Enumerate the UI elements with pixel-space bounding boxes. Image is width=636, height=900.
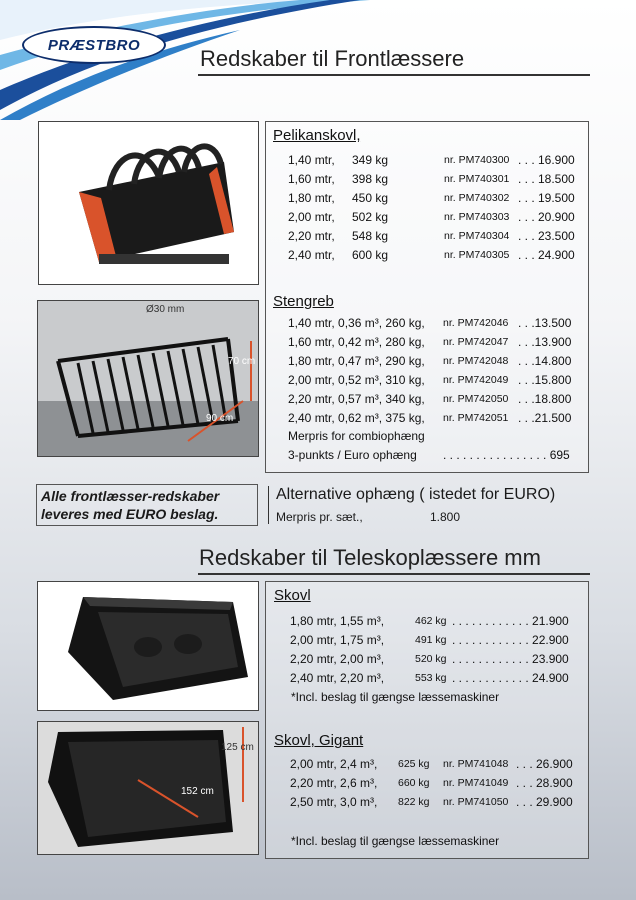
- price-cell: . . .13.900: [518, 335, 572, 349]
- weight-cell: 349 kg: [352, 153, 389, 167]
- price-cell: . . . 28.900: [516, 776, 573, 790]
- price-cell: . . .18.800: [518, 392, 572, 406]
- price-cell: . . . . . . . . . . . . 24.900: [452, 671, 569, 685]
- euro-note-box: [36, 484, 258, 526]
- stengreb-dim-height: 70 cm: [228, 356, 256, 367]
- pelikan-title: Pelikanskovl,: [273, 127, 361, 144]
- item-number-cell: nr. PM741049: [443, 777, 509, 789]
- item-number-cell: nr. PM740301: [444, 173, 510, 185]
- price-cell: . . . 20.900: [518, 210, 575, 224]
- weight-cell: 600 kg: [352, 248, 389, 262]
- price-cell: . . . . . . . . . . . . 23.900: [452, 652, 569, 666]
- price-cell: . . . . . . . . . . . . 21.900: [452, 614, 569, 628]
- section1-title: Redskaber til Frontlæssere: [200, 46, 465, 71]
- merpris-line1: Merpris for combiophæng: [288, 429, 425, 443]
- gigant-title: Skovl, Gigant: [274, 732, 364, 749]
- weight-cell: 660 kg: [398, 777, 430, 789]
- section2-title: Redskaber til Teleskoplæssere mm: [199, 545, 541, 570]
- spec-cell: 2,40 mtr, 2,20 m³,: [290, 671, 385, 685]
- spec-cell: 2,50 mtr, 3,0 m³,: [290, 795, 378, 809]
- spec-cell: 1,80 mtr, 1,55 m³,: [290, 614, 385, 628]
- brand-logo: PRÆSTBRO: [22, 26, 166, 64]
- width-cell: 2,20 mtr,: [288, 229, 335, 243]
- euro-note-line1: Alle frontlæsser-redskaber: [41, 488, 220, 504]
- item-number-cell: nr. PM742048: [443, 355, 509, 367]
- price-cell: . . . 23.500: [518, 229, 575, 243]
- spec-cell: 2,00 mtr, 0,52 m³, 310 kg,: [288, 373, 425, 387]
- item-number-cell: nr. PM740304: [444, 230, 510, 242]
- width-cell: 2,00 mtr,: [288, 210, 335, 224]
- width-cell: 2,40 mtr,: [288, 248, 335, 262]
- pelikanskovl-photo: [38, 121, 259, 285]
- spec-cell: 1,60 mtr, 0,42 m³, 280 kg,: [288, 335, 425, 349]
- width-cell: 1,60 mtr,: [288, 172, 335, 186]
- skovl-title: Skovl: [274, 587, 311, 604]
- price-cell: . . . 19.500: [518, 191, 575, 205]
- weight-cell: 822 kg: [398, 796, 430, 808]
- alternative-label: Merpris pr. sæt.,: [276, 510, 363, 524]
- item-number-cell: nr. PM742051: [443, 412, 509, 424]
- alternative-divider: [268, 486, 269, 524]
- spec-cell: 2,20 mtr, 0,57 m³, 340 kg,: [288, 392, 425, 406]
- price-cell: . . . 24.900: [518, 248, 575, 262]
- stengreb-dim-depth: 90 cm: [206, 413, 234, 424]
- item-number-cell: nr. PM741050: [443, 796, 509, 808]
- weight-cell: 398 kg: [352, 172, 389, 186]
- item-number-cell: nr. PM742046: [443, 317, 509, 329]
- skovl-photo: [37, 581, 259, 711]
- gigant-note: *Incl. beslag til gængse læssemaskiner: [291, 834, 500, 848]
- spec-cell: 2,20 mtr, 2,6 m³,: [290, 776, 378, 790]
- merpris-price: . . . . . . . . . . . . . . . . 695: [443, 448, 570, 462]
- weight-cell: 450 kg: [352, 191, 389, 205]
- weight-cell: 625 kg: [398, 758, 430, 770]
- item-number-cell: nr. PM742050: [443, 393, 509, 405]
- spec-cell: 1,40 mtr, 0,36 m³, 260 kg,: [288, 316, 425, 330]
- price-cell: . . .14.800: [518, 354, 572, 368]
- gigant-photo: [37, 721, 259, 855]
- skovl-note: *Incl. beslag til gængse læssemaskiner: [291, 690, 500, 704]
- spec-cell: 2,20 mtr, 2,00 m³,: [290, 652, 385, 666]
- item-number-cell: nr. PM740300: [444, 154, 510, 166]
- weight-cell: 553 kg: [415, 672, 447, 684]
- stengreb-title: Stengreb: [273, 293, 334, 310]
- alternative-price: 1.800: [430, 510, 461, 524]
- item-number-cell: nr. PM741048: [443, 758, 509, 770]
- spec-cell: 2,00 mtr, 2,4 m³,: [290, 757, 378, 771]
- price-cell: . . .15.800: [518, 373, 572, 387]
- spec-cell: 2,40 mtr, 0,62 m³, 375 kg,: [288, 411, 425, 425]
- width-cell: 1,80 mtr,: [288, 191, 335, 205]
- section2-rule: [198, 573, 590, 575]
- stengreb-dim-top: Ø30 mm: [146, 304, 185, 315]
- stengreb-photo: [37, 300, 259, 457]
- item-number-cell: nr. PM740303: [444, 211, 510, 223]
- price-cell: . . . 18.500: [518, 172, 575, 186]
- price-cell: . . . . . . . . . . . . 22.900: [452, 633, 569, 647]
- spec-cell: 1,80 mtr, 0,47 m³, 290 kg,: [288, 354, 425, 368]
- spec-cell: 2,00 mtr, 1,75 m³,: [290, 633, 385, 647]
- weight-cell: 548 kg: [352, 229, 389, 243]
- weight-cell: 520 kg: [415, 653, 447, 665]
- gigant-dim-height: 125 cm: [221, 742, 254, 753]
- gigant-dim-depth: 152 cm: [181, 786, 214, 797]
- item-number-cell: nr. PM740305: [444, 249, 510, 261]
- merpris-line2: 3-punkts / Euro ophæng: [288, 448, 417, 462]
- price-cell: . . . 29.900: [516, 795, 573, 809]
- item-number-cell: nr. PM740302: [444, 192, 510, 204]
- width-cell: 1,40 mtr,: [288, 153, 335, 167]
- section1-rule: [198, 74, 590, 76]
- item-number-cell: nr. PM742049: [443, 374, 509, 386]
- weight-cell: 462 kg: [415, 615, 447, 627]
- price-cell: . . .13.500: [518, 316, 572, 330]
- alternative-title: Alternative ophæng ( istedet for EURO): [276, 486, 556, 503]
- price-cell: . . . 26.900: [516, 757, 573, 771]
- weight-cell: 502 kg: [352, 210, 389, 224]
- item-number-cell: nr. PM742047: [443, 336, 509, 348]
- price-cell: . . .21.500: [518, 411, 572, 425]
- euro-note-line2: leveres med EURO beslag.: [41, 506, 219, 522]
- price-cell: . . . 16.900: [518, 153, 575, 167]
- weight-cell: 491 kg: [415, 634, 447, 646]
